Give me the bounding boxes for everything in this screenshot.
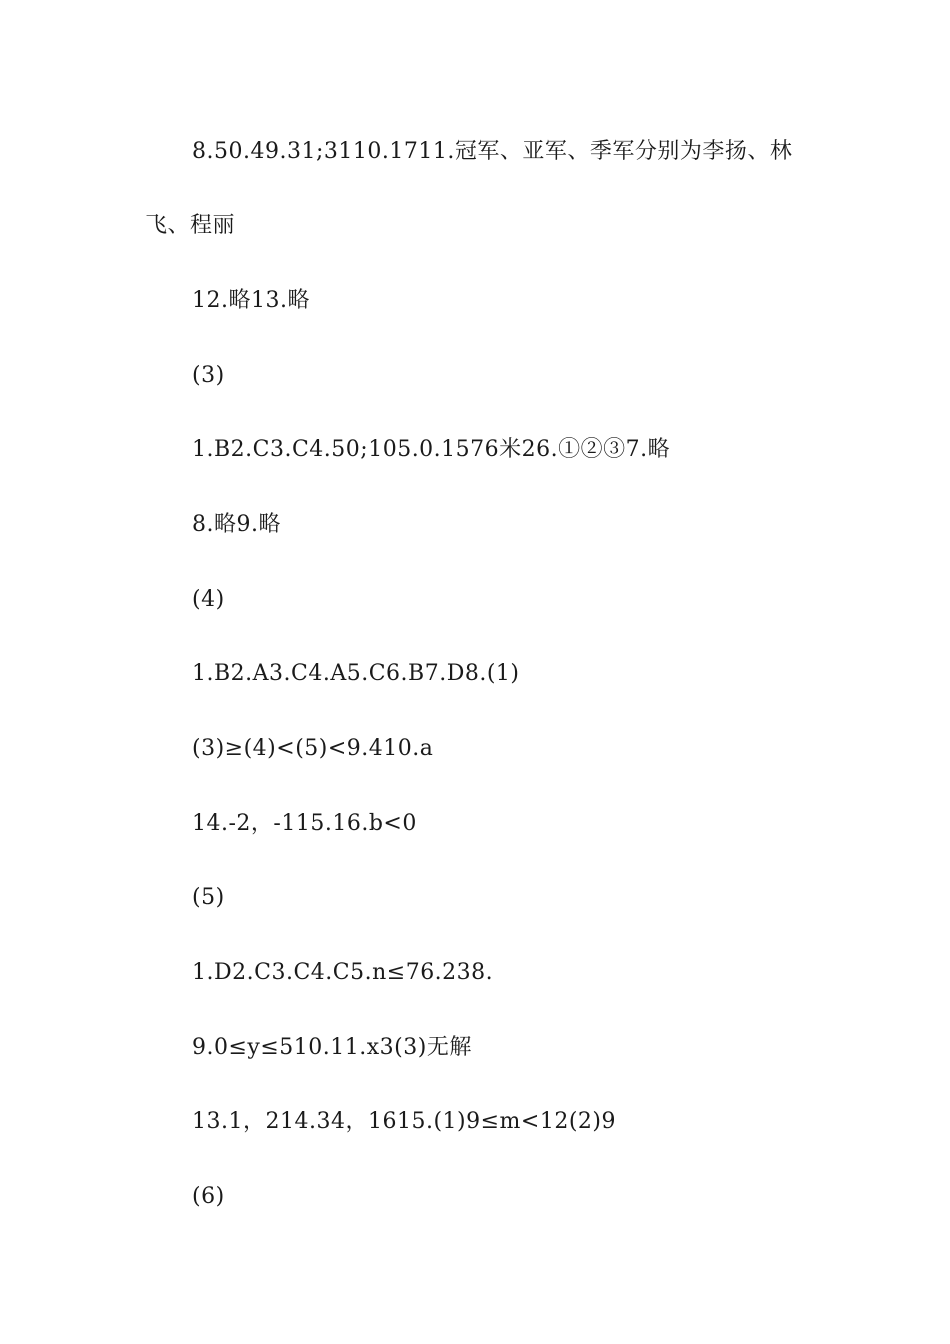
- text-line-4: (3): [192, 363, 225, 388]
- text-line-13: 9.0≤y≤510.11.x3(3)无解: [192, 1035, 472, 1060]
- text-line-8: 1.B2.A3.C4.A5.C6.B7.D8.(1): [192, 661, 520, 686]
- text-line-14: 13.1，214.34，1615.(1)9≤m<12(2)9: [192, 1109, 616, 1134]
- text-line-5: 1.B2.C3.C4.50;105.0.1576米26.①②③7.略: [192, 437, 671, 462]
- text-line-10: 14.-2，-115.16.b<0: [192, 811, 417, 836]
- text-line-15: (6): [192, 1184, 225, 1209]
- text-line-9: (3)≥(4)<(5)<9.410.a: [192, 736, 434, 761]
- text-line-2: 飞、程丽: [145, 213, 236, 238]
- text-line-1: 8.50.49.31;3110.1711.冠军、亚军、季军分别为李扬、林: [192, 139, 793, 164]
- text-line-12: 1.D2.C3.C4.C5.n≤76.238.: [192, 960, 494, 985]
- text-line-7: (4): [192, 587, 225, 612]
- text-line-3: 12.略13.略: [192, 288, 310, 313]
- text-line-6: 8.略9.略: [192, 512, 281, 537]
- text-line-11: (5): [192, 885, 225, 910]
